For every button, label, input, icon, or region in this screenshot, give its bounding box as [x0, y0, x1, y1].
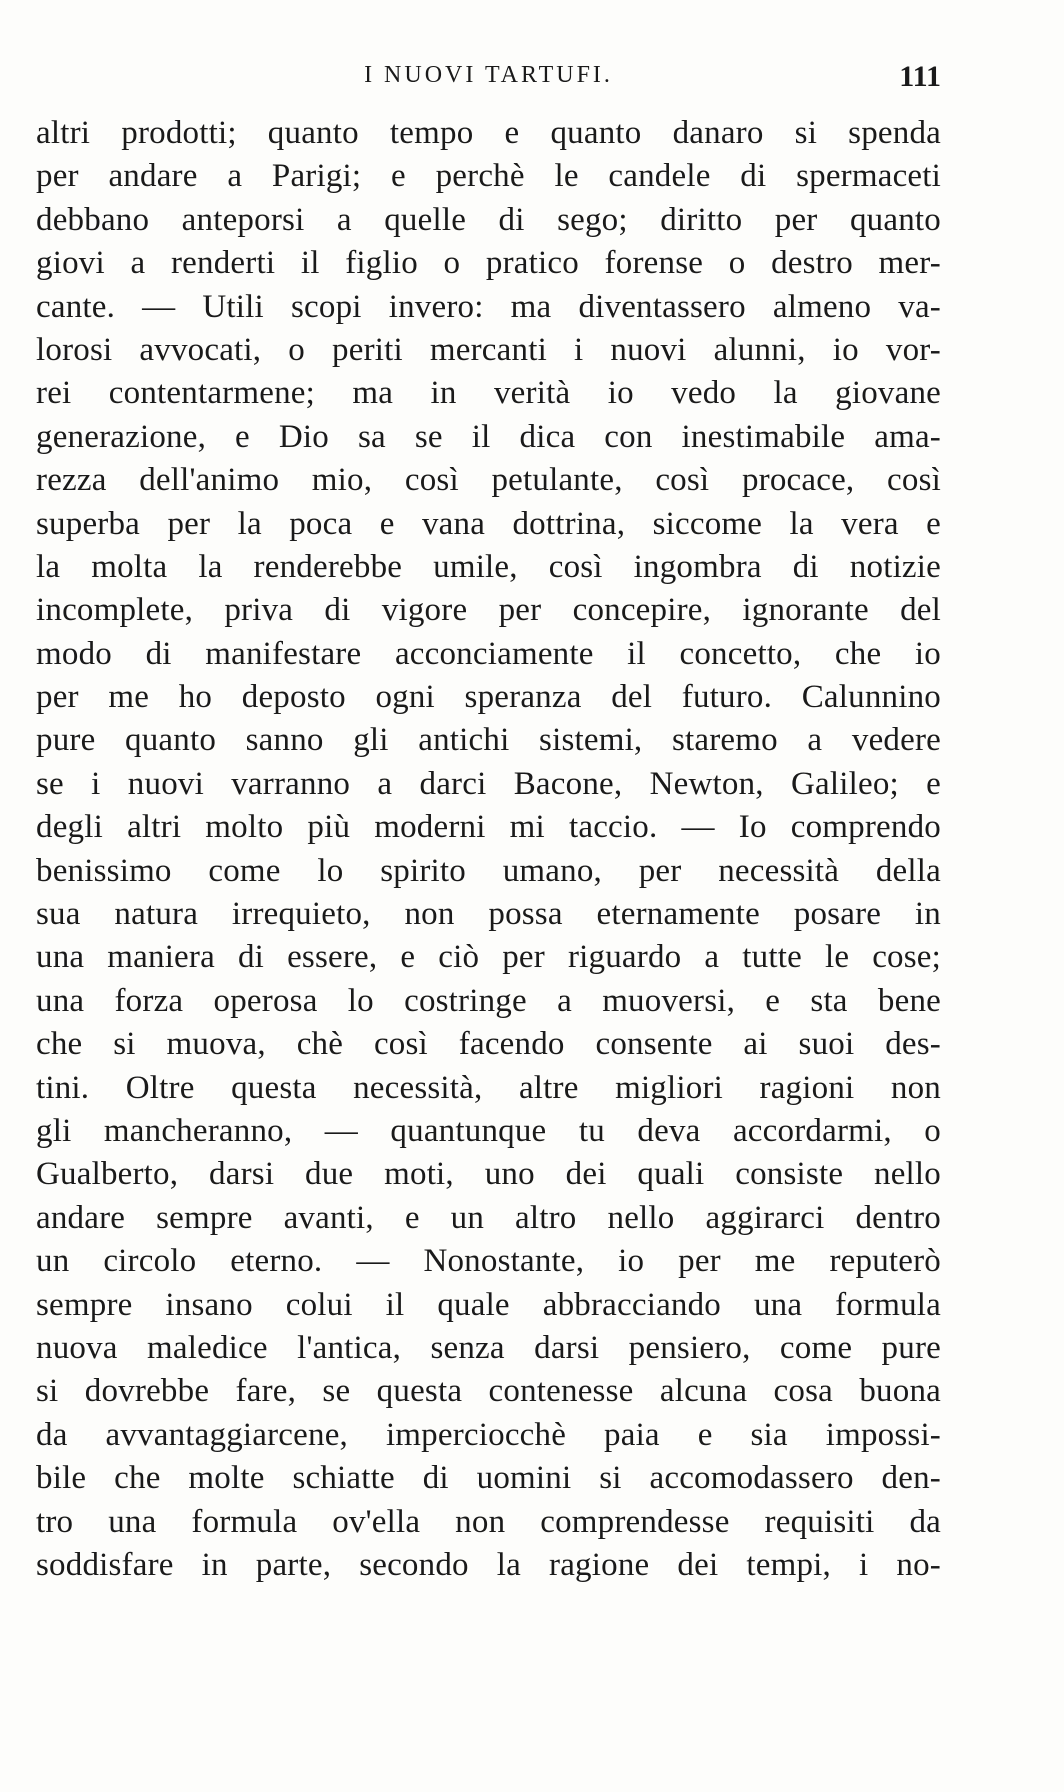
text-line: generazione, e Dio sa se il dica con inestimabile ama- — [36, 418, 941, 455]
text-line: Gualberto, darsi due moti, uno dei quali consiste nello — [36, 1156, 941, 1193]
text-line: superba per la poca e vana dottrina, siccome la vera e — [36, 505, 941, 542]
text-line: rezza dell'animo mio, così petulante, così procace, così — [36, 462, 941, 499]
text-line: gli mancheranno, — quantunque tu deva accordarmi, o — [36, 1112, 941, 1149]
body-text — [36, 112, 941, 1587]
text-line: una maniera di essere, e ciò per riguardo a tutte le cose; — [36, 939, 941, 976]
text-line: un circolo eterno. — Nonostante, io per me reputerò — [36, 1243, 941, 1280]
text-line: sempre insano colui il quale abbracciando una formula — [36, 1286, 941, 1323]
text-line: giovi a renderti il figlio o pratico forense o destro mer- — [36, 245, 941, 282]
text-line: nuova maledice l'antica, senza darsi pensiero, come pure — [36, 1329, 941, 1366]
text-line: per andare a Parigi; e perchè le candele di spermaceti — [36, 158, 941, 195]
text-line: sua natura irrequieto, non possa eternamente posare in — [36, 896, 941, 933]
text-line: benissimo come lo spirito umano, per necessità della — [36, 852, 941, 889]
text-line: modo di manifestare acconciamente il concetto, che io — [36, 635, 941, 672]
text-line: soddisfare in parte, secondo la ragione dei tempi, i no- — [36, 1546, 941, 1583]
text-line: tro una formula ov'ella non comprendesse requisiti da — [36, 1503, 941, 1540]
text-line: cante. — Utili scopi invero: ma diventassero almeno va- — [36, 288, 941, 325]
text-line: bile che molte schiatte di uomini si accomodassero den- — [36, 1460, 941, 1497]
text-line: una forza operosa lo costringe a muoversi, e sta bene — [36, 982, 941, 1019]
text-line: si dovrebbe fare, se questa contenesse alcuna cosa buona — [36, 1373, 941, 1410]
text-line: rei contentarmene; ma in verità io vedo la giovane — [36, 375, 941, 412]
text-line: andare sempre avanti, e un altro nello aggirarci dentro — [36, 1199, 941, 1236]
text-line: per me ho deposto ogni speranza del futuro. Calunnino — [36, 679, 941, 716]
text-line: incomplete, priva di vigore per concepire, ignorante del — [36, 592, 941, 629]
text-line: altri prodotti; quanto tempo e quanto danaro si spenda — [36, 115, 941, 151]
running-head — [36, 62, 941, 102]
text-line: da avvantaggiarcene, imperciocchè paia e sia impossi- — [36, 1416, 941, 1453]
text-line: che si muova, chè così facendo consente ai suoi des- — [36, 1026, 941, 1063]
text-line: lorosi avvocati, o periti mercanti i nuovi alunni, io vor- — [36, 331, 941, 368]
text-line: tini. Oltre questa necessità, altre migliori ragioni non — [36, 1069, 941, 1106]
text-line: pure quanto sanno gli antichi sistemi, staremo a vedere — [36, 722, 941, 759]
text-line: degli altri molto più moderni mi taccio. — Io comprendo — [36, 809, 941, 846]
text-line: se i nuovi varranno a darci Bacone, Newton, Galileo; e — [36, 765, 941, 802]
text-line: debbano anteporsi a quelle di sego; diritto per quanto — [36, 201, 941, 238]
running-title: I NUOVI TARTUFI. — [364, 62, 613, 88]
page-number: 111 — [899, 60, 941, 93]
text-line: la molta la renderebbe umile, così ingombra di notizie — [36, 548, 941, 585]
